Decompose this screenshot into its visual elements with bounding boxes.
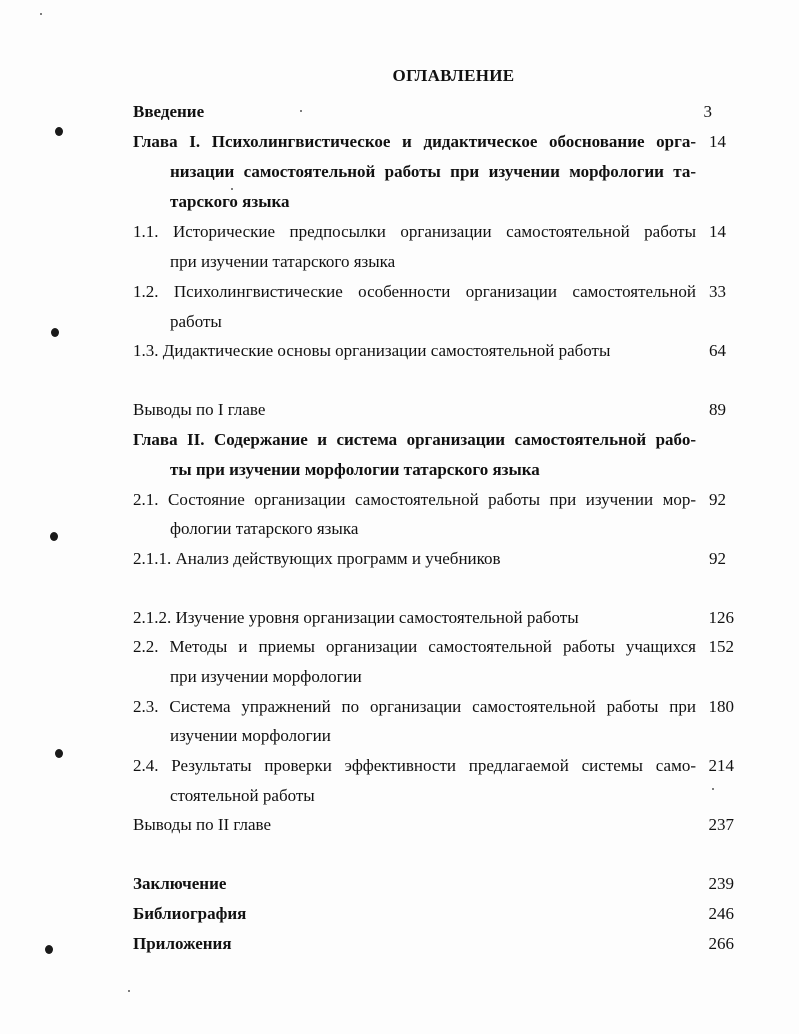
toc-page-chapter-1: 14: [709, 132, 726, 151]
toc-entry-chapter-1-line-1: Глава I. Психолингвистическое и дидактическое обоснование орга-: [133, 132, 696, 151]
toc-entry-2-4-line-1: 2.4. Результаты проверки эффективности предлагаемой системы само-: [133, 756, 696, 775]
toc-entry-chapter-1-line-2: низации самостоятельной работы при изучении морфологии та-: [170, 162, 696, 181]
binding-hole-mark: [50, 532, 58, 541]
page-title: ОГЛАВЛЕНИЕ: [392, 66, 515, 85]
binding-hole-mark: [51, 328, 59, 337]
scan-speck: [40, 13, 42, 15]
toc-entry-conclusion: Заключение: [133, 874, 227, 893]
toc-page-2-1-2: 126: [708, 608, 734, 627]
toc-entry-1-1-line-1: 1.1. Исторические предпосылки организации самостоятельной работы: [133, 222, 696, 241]
scan-speck: [712, 788, 714, 790]
toc-page-2-1: 92: [709, 490, 726, 509]
binding-hole-mark: [55, 127, 63, 136]
toc-entry-1-2-line-1: 1.2. Психолингвистические особенности организации самостоятельной: [133, 282, 696, 301]
scan-speck: [231, 188, 233, 190]
toc-page-1-3: 64: [709, 341, 726, 360]
toc-entry-2-1-2: 2.1.2. Изучение уровня организации самостоятельной работы: [133, 608, 579, 627]
toc-entry-2-4-line-2: стоятельной работы: [170, 786, 315, 805]
toc-entry-1-2-line-2: работы: [170, 312, 222, 331]
toc-page-conclusions-chapter-2: 237: [708, 815, 734, 834]
toc-entry-introduction: Введение: [133, 102, 205, 121]
toc-page-appendices: 266: [708, 934, 734, 953]
toc-page-2-2: 152: [708, 637, 734, 656]
toc-entry-conclusions-chapter-1: Выводы по I главе: [133, 400, 266, 419]
toc-entry-conclusions-chapter-2: Выводы по II главе: [133, 815, 272, 834]
toc-entry-appendices: Приложения: [133, 934, 232, 953]
toc-page-2-4: 214: [708, 756, 734, 775]
toc-entry-1-3: 1.3. Дидактические основы организации самостоятельной работы: [133, 341, 611, 360]
toc-page-1-1: 14: [709, 222, 726, 241]
toc-page-2-1-1: 92: [709, 549, 726, 568]
binding-hole-mark: [55, 749, 63, 758]
toc-entry-2-1-line-1: 2.1. Состояние организации самостоятельной работы при изучении мор-: [133, 490, 696, 509]
toc-page-bibliography: 246: [708, 904, 734, 923]
toc-entry-2-2-line-2: при изучении морфологии: [170, 667, 362, 686]
toc-entry-chapter-2-line-1: Глава II. Содержание и система организации самостоятельной рабо-: [133, 430, 696, 449]
toc-entry-2-3-line-2: изучении морфологии: [170, 726, 331, 745]
toc-entry-2-3-line-1: 2.3. Система упражнений по организации самостоятельной работы при: [133, 697, 696, 716]
toc-page-1-2: 33: [709, 282, 726, 301]
binding-hole-mark: [45, 945, 53, 954]
toc-entry-2-1-1: 2.1.1. Анализ действующих программ и учебников: [133, 549, 501, 568]
toc-page-introduction: 3: [703, 102, 712, 121]
scan-speck: [300, 110, 302, 112]
toc-entry-chapter-2-line-2: ты при изучении морфологии татарского языка: [170, 460, 540, 479]
toc-entry-2-1-line-2: фологии татарского языка: [170, 519, 359, 538]
toc-entry-bibliography: Библиография: [133, 904, 247, 923]
toc-entry-chapter-1-line-3: тарского языка: [170, 192, 290, 211]
scan-speck: [128, 990, 130, 992]
toc-entry-1-1-line-2: при изучении татарского языка: [170, 252, 396, 271]
toc-page-2-3: 180: [708, 697, 734, 716]
toc-page-conclusion: 239: [708, 874, 734, 893]
toc-entry-2-2-line-1: 2.2. Методы и приемы организации самостоятельной работы учащихся: [133, 637, 696, 656]
toc-page-conclusions-chapter-1: 89: [709, 400, 726, 419]
